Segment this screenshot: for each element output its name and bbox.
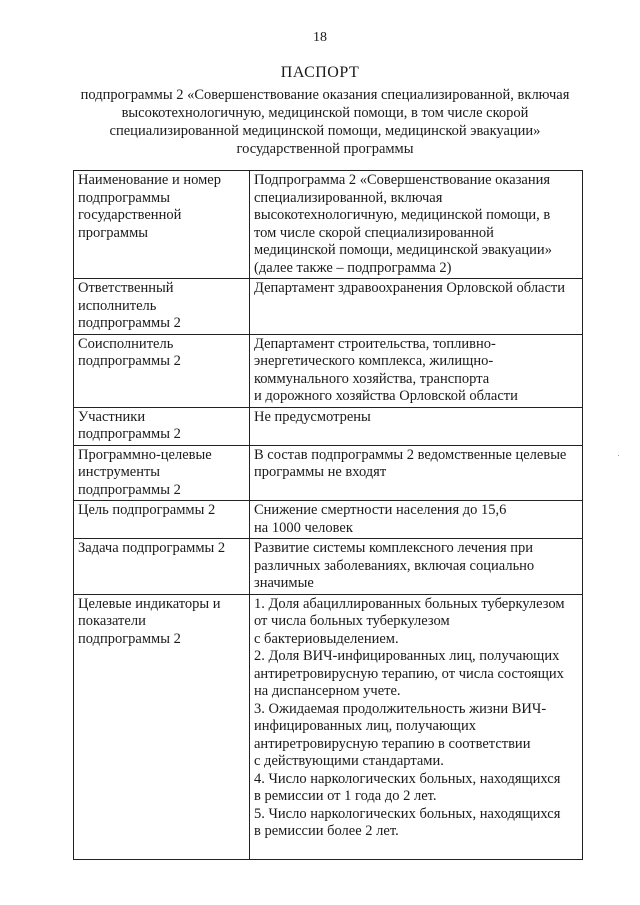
cell-line: в ремиссии от 1 года до 2 лет. — [254, 788, 437, 804]
row-label-cell — [74, 501, 250, 539]
table-row — [74, 171, 583, 279]
table-row — [74, 334, 583, 407]
cell-line: на диспансерном учете. — [254, 683, 401, 699]
row-value-cell — [250, 501, 583, 539]
cell-line: программы не входят — [254, 464, 387, 480]
row-label-cell — [74, 334, 250, 407]
cell-line: антиретровирусную терапию, от числа состоящих — [254, 665, 564, 682]
cell-line: с действующими стандартами. — [254, 753, 444, 769]
table-row — [74, 279, 583, 335]
cell-line: медицинской помощи, медицинской эвакуации» — [254, 242, 552, 258]
cell-line: Подпрограмма 2 «Совершенствование оказания — [254, 172, 551, 188]
cell-line: 1. Доля абациллированных больных туберкулезом — [254, 595, 565, 612]
cell-line: Задача подпрограммы 2 — [78, 540, 226, 556]
row-label-cell — [74, 407, 250, 445]
cell-line: подпрограммы 2 — [78, 353, 181, 369]
page-number: 18 — [313, 30, 327, 45]
table-row — [74, 594, 583, 860]
cell-line: Ответственный — [78, 280, 174, 296]
cell-line: антиретровирусную терапию в соответствии — [254, 735, 531, 752]
table-row — [74, 501, 583, 539]
subtitle-line: высокотехнологичную, медицинской помощи, в том числе скорой — [121, 105, 529, 121]
row-value-cell — [250, 334, 583, 407]
cell-line: 3. Ожидаемая продолжительность жизни ВИЧ- — [254, 700, 547, 717]
row-value-cell — [250, 279, 583, 335]
document-subtitle — [70, 86, 580, 158]
cell-line: Департамент здравоохранения Орловской области — [254, 280, 566, 296]
row-value-cell — [250, 171, 583, 279]
cell-line: В состав подпрограммы 2 ведомственные целевые — [254, 446, 567, 463]
row-label-cell — [74, 171, 250, 279]
cell-line: Департамент строительства, топливно- — [254, 335, 496, 352]
cell-line: на 1000 человек — [254, 519, 353, 536]
row-label-cell — [74, 539, 250, 595]
row-value-cell — [250, 539, 583, 595]
row-label-cell — [74, 445, 250, 501]
cell-line: различных заболеваниях, включая социально — [254, 557, 535, 574]
document-title: ПАСПОРТ — [280, 64, 360, 81]
cell-line: программы — [78, 224, 148, 241]
cell-line: подпрограммы 2 — [78, 315, 181, 331]
subtitle-line: специализированной медицинской помощи, медицинской эвакуации» — [109, 123, 541, 139]
row-label-cell — [74, 279, 250, 335]
cell-line: Снижение смертности населения до 15,6 — [254, 502, 507, 518]
cell-line: Программно-целевые — [78, 446, 212, 463]
cell-line: подпрограммы 2 — [78, 481, 181, 498]
cell-line: Наименование и номер — [78, 172, 221, 188]
cell-line: высокотехнологичную, медицинской помощи, в — [254, 207, 551, 223]
row-label-cell — [74, 594, 250, 860]
subtitle-line: государственной программы — [236, 141, 414, 157]
cell-line: (далее также – подпрограмма 2) — [254, 259, 452, 276]
cell-line: Цель подпрограммы 2 — [78, 502, 216, 518]
table-row — [74, 445, 583, 501]
cell-line: Целевые индикаторы и — [78, 595, 221, 612]
cell-line: том числе скорой специализированной — [254, 224, 494, 241]
cell-line: инструменты — [78, 464, 161, 480]
cell-line: от числа больных туберкулезом — [254, 613, 450, 629]
cell-line: подпрограммы 2 — [78, 630, 181, 647]
cell-line: Соисполнитель — [78, 335, 174, 352]
cell-line: подпрограммы 2 — [78, 426, 181, 442]
row-value-cell — [250, 445, 583, 501]
cell-line: специализированной, включая — [254, 189, 443, 206]
cell-line: исполнитель — [78, 297, 157, 314]
scan-dot — [618, 455, 619, 456]
cell-line: подпрограммы — [78, 189, 170, 206]
cell-line: энергетического комплекса, жилищно- — [254, 353, 494, 369]
cell-line: 5. Число наркологических больных, находящихся — [254, 805, 561, 822]
cell-line: показатели — [78, 613, 146, 629]
cell-line: Развитие системы комплексного лечения при — [254, 540, 534, 556]
cell-line: 4. Число наркологических больных, находящихся — [254, 770, 561, 787]
subtitle-line: подпрограммы 2 «Совершенствование оказания специализированной, включая — [80, 87, 570, 103]
cell-line: коммунального хозяйства, транспорта — [254, 370, 490, 387]
passport-table — [73, 170, 583, 860]
row-value-cell — [250, 407, 583, 445]
cell-line: государственной — [78, 207, 182, 223]
cell-line: Участники — [78, 408, 146, 425]
cell-line: и дорожного хозяйства Орловской области — [254, 388, 518, 404]
table-row — [74, 407, 583, 445]
cell-line: Не предусмотрены — [254, 408, 371, 425]
row-value-cell — [250, 594, 583, 860]
cell-line: с бактериовыделением. — [254, 630, 399, 647]
cell-line: значимые — [254, 575, 314, 591]
cell-line: в ремиссии более 2 лет. — [254, 823, 399, 839]
table-row — [74, 539, 583, 595]
cell-line-spacer — [254, 841, 579, 859]
cell-line: 2. Доля ВИЧ-инфицированных лиц, получающих — [254, 648, 560, 664]
cell-line: инфицированных лиц, получающих — [254, 718, 476, 734]
